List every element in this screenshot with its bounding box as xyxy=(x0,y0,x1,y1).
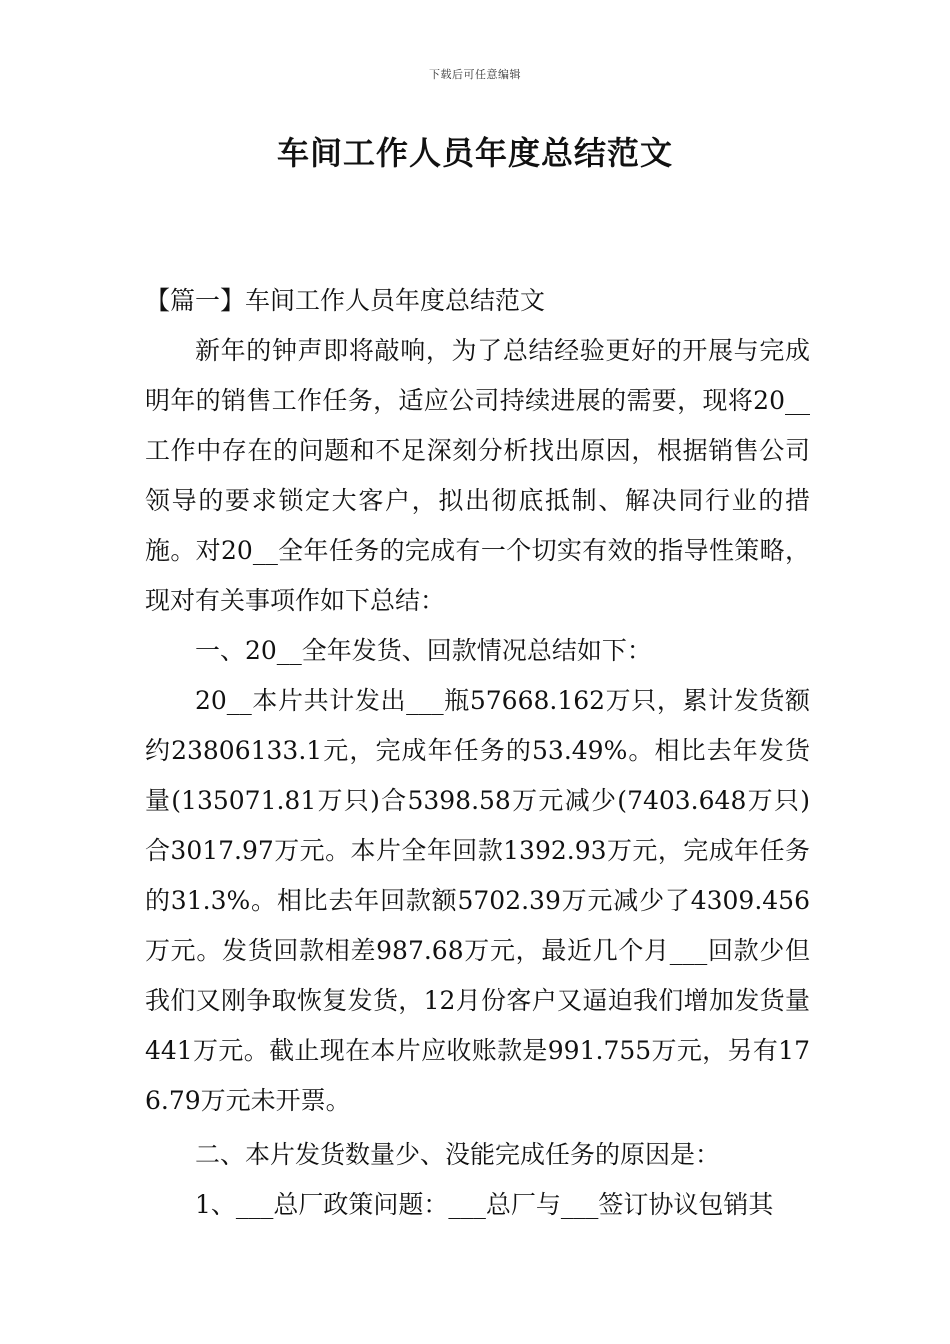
paragraph-heading-two: 二、本片发货数量少、没能完成任务的原因是： xyxy=(195,1140,721,1169)
document-title: 车间工作人员年度总结范文 xyxy=(276,134,673,172)
paragraph-sales-summary: 20__本片共计发出___瓶57668.162万只，累计发货额约23806133.1元，完成年任务的53.49%。相比去年发货量(135071.81万只)合5398.58万元减少(7403.648万只)合3017.97万元。本片全年回款1392.93万元，完成年任务的31.3%。相比去年回款额5702.39万元减少了4309.456万元。发货回款相差987.68万元，最近几个月___回款少但我们又刚争取恢复发货，12月份客户又逼迫我们增加发货量441万元。截止现在本片应收账款是991.755万元，另有176.79万元未开票。 xyxy=(145,686,810,1115)
paragraph-intro: 新年的钟声即将敲响，为了总结经验更好的开展与完成明年的销售工作任务，适应公司持续进展的需要，现将20__工作中存在的问题和不足深刻分析找出原因，根据销售公司领导的要求锁定大客户，拟出彻底抵制、解决同行业的措施。对20__全年任务的完成有一个切实有效的指导性策略，现对有关事项作如下总结： xyxy=(145,336,810,615)
section-heading: 【篇一】车间工作人员年度总结范文 xyxy=(145,286,546,315)
paragraph-reason-one: 1、___总厂政策问题：___总厂与___签订协议包销其 xyxy=(195,1190,774,1219)
document-body xyxy=(145,276,810,1230)
header-note: 下载后可任意编辑 xyxy=(429,68,521,81)
paragraph-heading-one: 一、20__全年发货、回款情况总结如下： xyxy=(195,636,652,665)
